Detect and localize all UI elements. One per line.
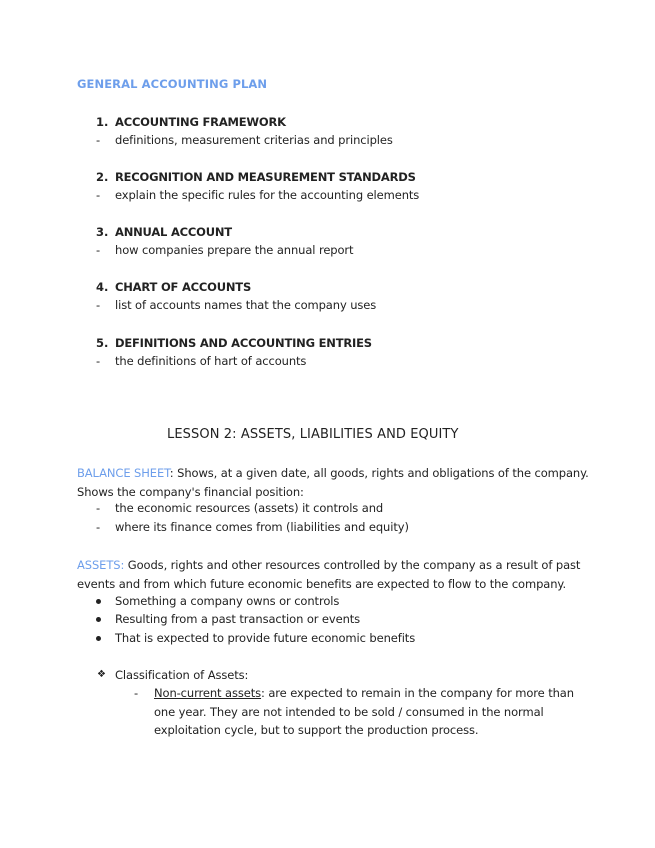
bullet-icon — [96, 612, 101, 626]
dash-marker: - — [96, 243, 101, 257]
bullet-icon — [96, 594, 101, 608]
assets-line-2: events and from which future economic benefits are expected to flow to the company. — [77, 576, 567, 591]
plan-item-heading: ANNUAL ACCOUNT — [115, 225, 232, 239]
plan-item-description: definitions, measurement criterias and principles — [115, 133, 393, 147]
diamond-bullet-icon: ❖ — [97, 669, 106, 680]
plan-item-heading: DEFINITIONS AND ACCOUNTING ENTRIES — [115, 336, 372, 350]
list-item-text: That is expected to provide future economic benefits — [115, 631, 416, 645]
list-item-text: Something a company owns or controls — [115, 594, 340, 608]
lesson-title: LESSON 2: ASSETS, LIABILITIES AND EQUITY — [167, 427, 459, 442]
plan-item-description: how companies prepare the annual report — [115, 243, 354, 257]
assets-definition: Goods, rights and other resources controlled by the company as a result of past — [124, 558, 581, 572]
plan-item-description: explain the specific rules for the accounting elements — [115, 188, 420, 202]
sub-item-definition: : are expected to remain in the company for more than — [261, 686, 574, 700]
plan-item-description: list of accounts names that the company uses — [115, 298, 377, 312]
bullet-icon — [96, 631, 101, 645]
plan-item-heading: RECOGNITION AND MEASUREMENT STANDARDS — [115, 170, 416, 184]
balance-sheet-line-2: Shows the company's financial position: — [77, 484, 304, 499]
balance-sheet-definition: : Shows, at a given date, all goods, rights and obligations of the company. — [169, 466, 589, 480]
balance-sheet-line-1 — [77, 464, 589, 483]
dash-marker: - — [96, 188, 101, 202]
dash-marker: - — [134, 686, 139, 700]
plan-item-heading: ACCOUNTING FRAMEWORK — [115, 115, 286, 129]
plan-item-heading: CHART OF ACCOUNTS — [115, 280, 252, 294]
sub-item-line-1 — [154, 686, 574, 700]
dash-marker: - — [96, 520, 101, 534]
list-item-text: the economic resources (assets) it controls and — [115, 501, 384, 515]
classification-label: Classification of Assets: — [115, 668, 249, 682]
plan-item-number: 4. — [96, 280, 109, 294]
sub-item-text: exploitation cycle, but to support the production process. — [154, 723, 479, 737]
plan-item-number: 2. — [96, 170, 109, 184]
dash-marker: - — [96, 501, 101, 515]
dash-marker: - — [96, 298, 101, 312]
list-item-text: where its finance comes from (liabilities and equity) — [115, 520, 409, 534]
assets-line-1 — [77, 556, 580, 575]
sub-item-text: one year. They are not intended to be sold / consumed in the normal — [154, 705, 544, 719]
balance-sheet-term: BALANCE SHEET — [77, 466, 170, 480]
plan-item-number: 3. — [96, 225, 109, 239]
list-item-text: Resulting from a past transaction or events — [115, 612, 361, 626]
non-current-assets-term: Non-current assets — [154, 686, 262, 700]
dash-marker: - — [96, 133, 101, 147]
plan-item-number: 1. — [96, 115, 109, 129]
section-title: GENERAL ACCOUNTING PLAN — [77, 77, 268, 91]
plan-item-number: 5. — [96, 336, 109, 350]
dash-marker: - — [96, 354, 101, 368]
assets-term: ASSETS: — [77, 558, 125, 572]
plan-item-description: the definitions of hart of accounts — [115, 354, 307, 368]
